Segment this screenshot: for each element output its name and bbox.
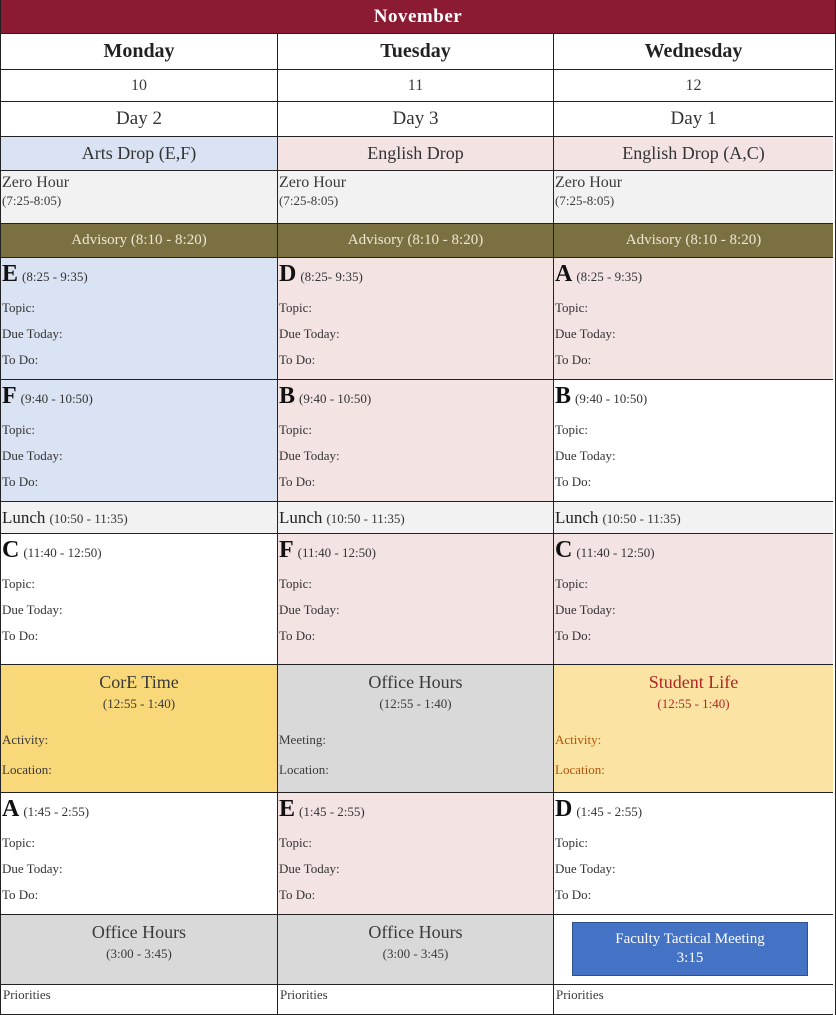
period-letter: D	[555, 796, 573, 822]
advisory-monday: Advisory (8:10 - 8:20)	[1, 224, 278, 258]
period-time: (8:25 - 9:35)	[22, 269, 88, 284]
priorities-row	[1, 985, 835, 1015]
period-block-monday	[1, 258, 278, 380]
zero-hour-monday	[1, 171, 278, 224]
lunch-time: (10:50 - 11:35)	[602, 511, 681, 526]
period-block-monday	[1, 793, 278, 915]
due-today-label: Due Today:	[555, 602, 616, 617]
meeting-label: Meeting:	[279, 732, 326, 747]
zero-hour-wednesday	[554, 171, 833, 224]
period-time: (8:25- 9:35)	[300, 269, 363, 284]
topic-label: Topic:	[279, 300, 313, 315]
afternoon-time: (3:00 - 3:45)	[106, 946, 172, 961]
drop-monday: Arts Drop (E,F)	[1, 137, 278, 171]
lunch-label: Lunch	[2, 508, 46, 527]
drop-tuesday: English Drop	[278, 137, 554, 171]
to-do-label: To Do:	[279, 352, 316, 367]
to-do-label: To Do:	[555, 628, 592, 643]
period3-row	[1, 534, 835, 665]
period-time: (11:40 - 12:50)	[297, 545, 376, 560]
month-header: November	[1, 0, 835, 34]
day-name-row	[1, 34, 835, 70]
faculty-tactical-meeting-button[interactable]	[572, 922, 808, 976]
period-block-tuesday	[278, 258, 554, 380]
period-block-tuesday	[278, 534, 554, 665]
activity-label: Activity:	[2, 732, 49, 747]
period-time: (11:40 - 12:50)	[23, 545, 102, 560]
to-do-label: To Do:	[2, 887, 39, 902]
midday-time: (12:55 - 1:40)	[657, 696, 730, 711]
period-block-tuesday	[278, 793, 554, 915]
advisory-tuesday: Advisory (8:10 - 8:20)	[278, 224, 554, 258]
drop-row	[1, 137, 835, 171]
afternoon-time: (3:00 - 3:45)	[382, 946, 449, 961]
to-do-label: To Do:	[279, 474, 316, 489]
zero-hour-tuesday	[278, 171, 554, 224]
advisory-row	[1, 224, 835, 258]
midday-row	[1, 665, 835, 793]
priorities-wednesday: Priorities	[554, 985, 833, 1015]
topic-label: Topic:	[555, 300, 589, 315]
period-letter: B	[279, 383, 296, 409]
period-time: (1:45 - 2:55)	[576, 804, 643, 819]
due-today-label: Due Today:	[555, 326, 616, 341]
period-block-wednesday	[554, 258, 833, 380]
midday-time: (12:55 - 1:40)	[102, 696, 176, 711]
period-block-wednesday	[554, 793, 833, 915]
period-block-tuesday	[278, 380, 554, 502]
meeting-title: Faculty Tactical Meeting	[615, 931, 765, 947]
faculty-meeting-cell	[554, 915, 833, 985]
period-time: (9:40 - 10:50)	[575, 391, 648, 406]
period-letter: B	[555, 383, 572, 409]
zero-hour-title: Zero Hour	[2, 174, 70, 191]
priorities-monday: Priorities	[1, 985, 278, 1015]
period-time: (9:40 - 10:50)	[20, 391, 93, 406]
to-do-label: To Do:	[279, 628, 316, 643]
topic-label: Topic:	[555, 576, 589, 591]
period2-row	[1, 380, 835, 502]
to-do-label: To Do:	[555, 352, 592, 367]
lunch-label: Lunch	[555, 508, 599, 527]
to-do-label: To Do:	[2, 352, 39, 367]
lunch-time: (10:50 - 11:35)	[326, 511, 405, 526]
to-do-label: To Do:	[279, 887, 316, 902]
period-block-monday	[1, 534, 278, 665]
due-today-label: Due Today:	[2, 326, 63, 341]
day-number-wednesday: Day 1	[554, 102, 833, 137]
office-hours-block	[278, 915, 554, 985]
period-time: (1:45 - 2:55)	[23, 804, 90, 819]
zero-hour-time: (7:25-8:05)	[279, 193, 339, 208]
due-today-label: Due Today:	[2, 602, 63, 617]
date-row	[1, 70, 835, 102]
date-tuesday: 11	[278, 70, 554, 102]
core-time-block	[1, 665, 278, 793]
due-today-label: Due Today:	[279, 448, 340, 463]
zero-hour-title: Zero Hour	[555, 174, 623, 191]
due-today-label: Due Today:	[555, 448, 616, 463]
zero-hour-title: Zero Hour	[279, 174, 347, 191]
period-letter: C	[2, 537, 20, 563]
period-letter: D	[279, 261, 297, 287]
lunch-time: (10:50 - 11:35)	[49, 511, 128, 526]
period-block-wednesday	[554, 380, 833, 502]
lunch-row	[1, 502, 835, 534]
lunch-monday	[1, 502, 278, 534]
period1-row	[1, 258, 835, 380]
period-block-monday	[1, 380, 278, 502]
to-do-label: To Do:	[2, 628, 39, 643]
advisory-wednesday: Advisory (8:10 - 8:20)	[554, 224, 833, 258]
day-name-monday: Monday	[1, 34, 278, 70]
to-do-label: To Do:	[555, 887, 592, 902]
student-life-block	[554, 665, 833, 793]
due-today-label: Due Today:	[2, 448, 63, 463]
day-name-tuesday: Tuesday	[278, 34, 554, 70]
period-letter: A	[555, 261, 573, 287]
drop-wednesday: English Drop (A,C)	[554, 137, 833, 171]
period-letter: C	[555, 537, 573, 563]
location-label: Location:	[2, 762, 52, 777]
due-today-label: Due Today:	[555, 861, 616, 876]
topic-label: Topic:	[2, 576, 36, 591]
afternoon-title: Office Hours	[91, 922, 187, 942]
period-letter: A	[2, 796, 20, 822]
lunch-tuesday	[278, 502, 554, 534]
due-today-label: Due Today:	[279, 602, 340, 617]
topic-label: Topic:	[279, 576, 313, 591]
topic-label: Topic:	[2, 835, 36, 850]
topic-label: Topic:	[2, 422, 36, 437]
topic-label: Topic:	[2, 300, 36, 315]
period-letter: F	[2, 383, 17, 409]
date-wednesday: 12	[554, 70, 833, 102]
topic-label: Topic:	[279, 835, 313, 850]
day-number-monday: Day 2	[1, 102, 278, 137]
topic-label: Topic:	[555, 835, 589, 850]
priorities-tuesday: Priorities	[278, 985, 554, 1015]
day-name-wednesday: Wednesday	[554, 34, 833, 70]
location-label: Location:	[555, 762, 605, 777]
date-monday: 10	[1, 70, 278, 102]
due-today-label: Due Today:	[2, 861, 63, 876]
period-letter: E	[2, 261, 19, 287]
period-time: (9:40 - 10:50)	[299, 391, 372, 406]
due-today-label: Due Today:	[279, 326, 340, 341]
zero-hour-time: (7:25-8:05)	[555, 193, 615, 208]
location-label: Location:	[279, 762, 329, 777]
midday-title: Student Life	[648, 672, 739, 692]
activity-label: Activity:	[555, 732, 602, 747]
period4-row	[1, 793, 835, 915]
office-hours-block	[278, 665, 554, 793]
period-time: (1:45 - 2:55)	[299, 804, 365, 819]
afternoon-title: Office Hours	[368, 922, 463, 942]
period-block-wednesday	[554, 534, 833, 665]
lunch-wednesday	[554, 502, 833, 534]
period-time: (8:25 - 9:35)	[576, 269, 643, 284]
zero-hour-row	[1, 171, 835, 224]
day-number-tuesday: Day 3	[278, 102, 554, 137]
to-do-label: To Do:	[555, 474, 592, 489]
topic-label: Topic:	[555, 422, 589, 437]
period-time: (11:40 - 12:50)	[576, 545, 655, 560]
due-today-label: Due Today:	[279, 861, 340, 876]
lunch-label: Lunch	[279, 508, 323, 527]
midday-title: Office Hours	[368, 672, 463, 692]
office-hours-block	[1, 915, 278, 985]
period-letter: E	[279, 796, 296, 822]
to-do-label: To Do:	[2, 474, 39, 489]
period-letter: F	[279, 537, 294, 563]
meeting-time: 3:15	[676, 950, 704, 966]
day-number-row	[1, 102, 835, 137]
afternoon-row	[1, 915, 835, 985]
midday-time: (12:55 - 1:40)	[379, 696, 452, 711]
topic-label: Topic:	[279, 422, 313, 437]
zero-hour-time: (7:25-8:05)	[2, 193, 62, 208]
midday-title: CorE Time	[99, 672, 179, 692]
